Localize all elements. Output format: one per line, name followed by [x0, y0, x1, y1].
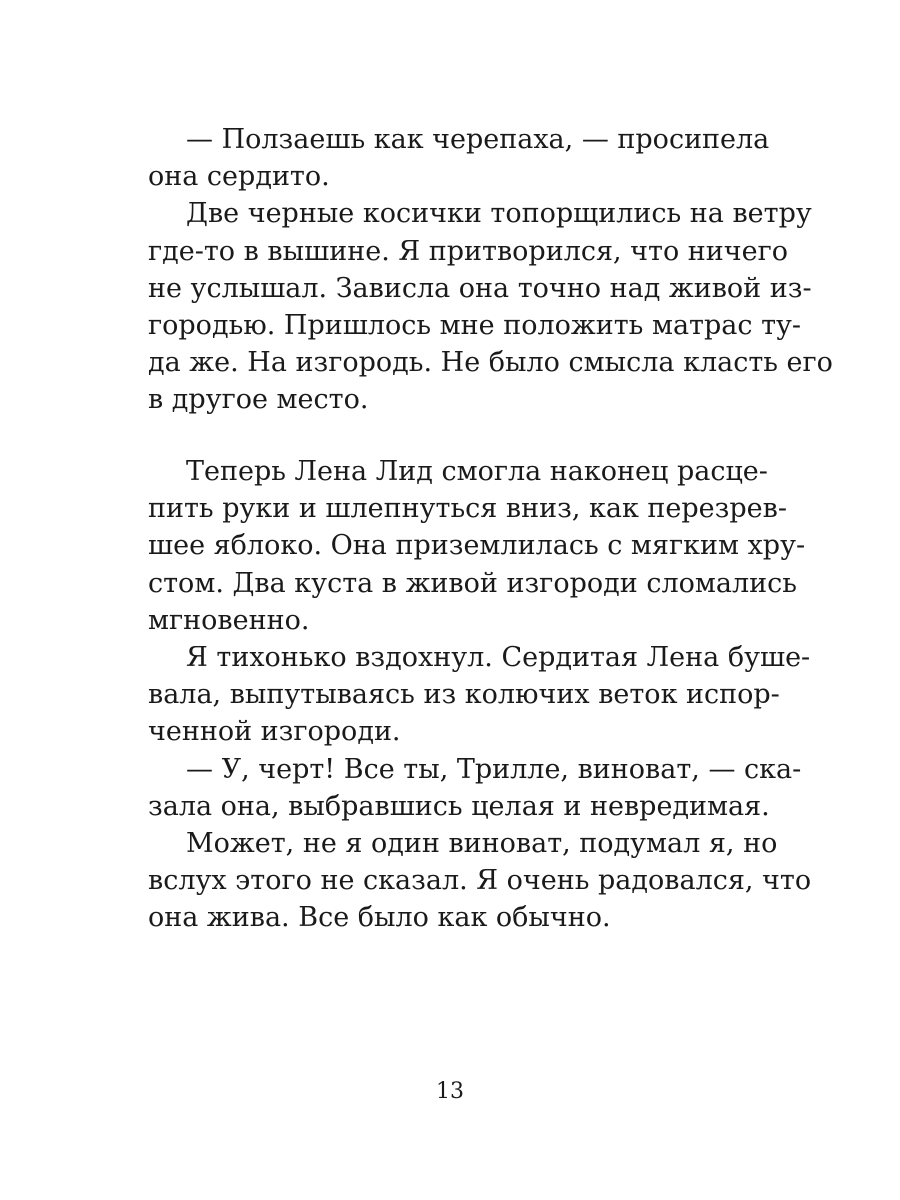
text-block-2 — [148, 453, 812, 936]
text-line: в другое место. — [148, 384, 369, 416]
text-block-1 — [148, 121, 833, 419]
text-line: где-то в вышине. Я притворился, что ничего — [148, 235, 789, 267]
text-line: Теперь Лена Лид смогла наконец расце- — [186, 456, 768, 487]
page-number: 13 — [436, 1079, 464, 1104]
text-line: мгновенно. — [148, 604, 310, 636]
text-line: — У, черт! Все ты, Трилле, виноват, — ска- — [186, 753, 802, 785]
text-line: зала она, выбравшись целая и невредимая. — [148, 790, 770, 822]
text-line: она сердито. — [148, 161, 330, 193]
text-line: Две черные косички топорщились на ветру — [186, 198, 812, 230]
text-line: — Ползаешь как черепаха, — просипела — [186, 124, 770, 155]
text-line: ченной изгороди. — [148, 716, 401, 748]
text-line: пить руки и шлепнуться вниз, как перезрев- — [148, 493, 787, 525]
text-line: Я тихонько вздохнул. Сердитая Лена буше- — [186, 641, 811, 673]
text-line: городью. Пришлось мне положить матрас ту- — [148, 309, 802, 341]
text-line: вала, выпутываясь из колючих веток испор- — [148, 679, 780, 711]
text-line: вслух этого не сказал. Я очень радовался, что — [148, 865, 812, 897]
text-line: она жива. Все было как обычно. — [148, 902, 611, 934]
text-line: Может, не я один виноват, подумал я, но — [186, 827, 778, 859]
text-line: да же. На изгородь. Не было смысла класть его — [148, 347, 833, 379]
text-line: не услышал. Зависла она точно над живой из- — [148, 272, 812, 304]
text-line: шее яблоко. Она приземлилась с мягким хру- — [148, 530, 806, 562]
text-line: стом. Два куста в живой изгороди сломались — [148, 567, 797, 599]
